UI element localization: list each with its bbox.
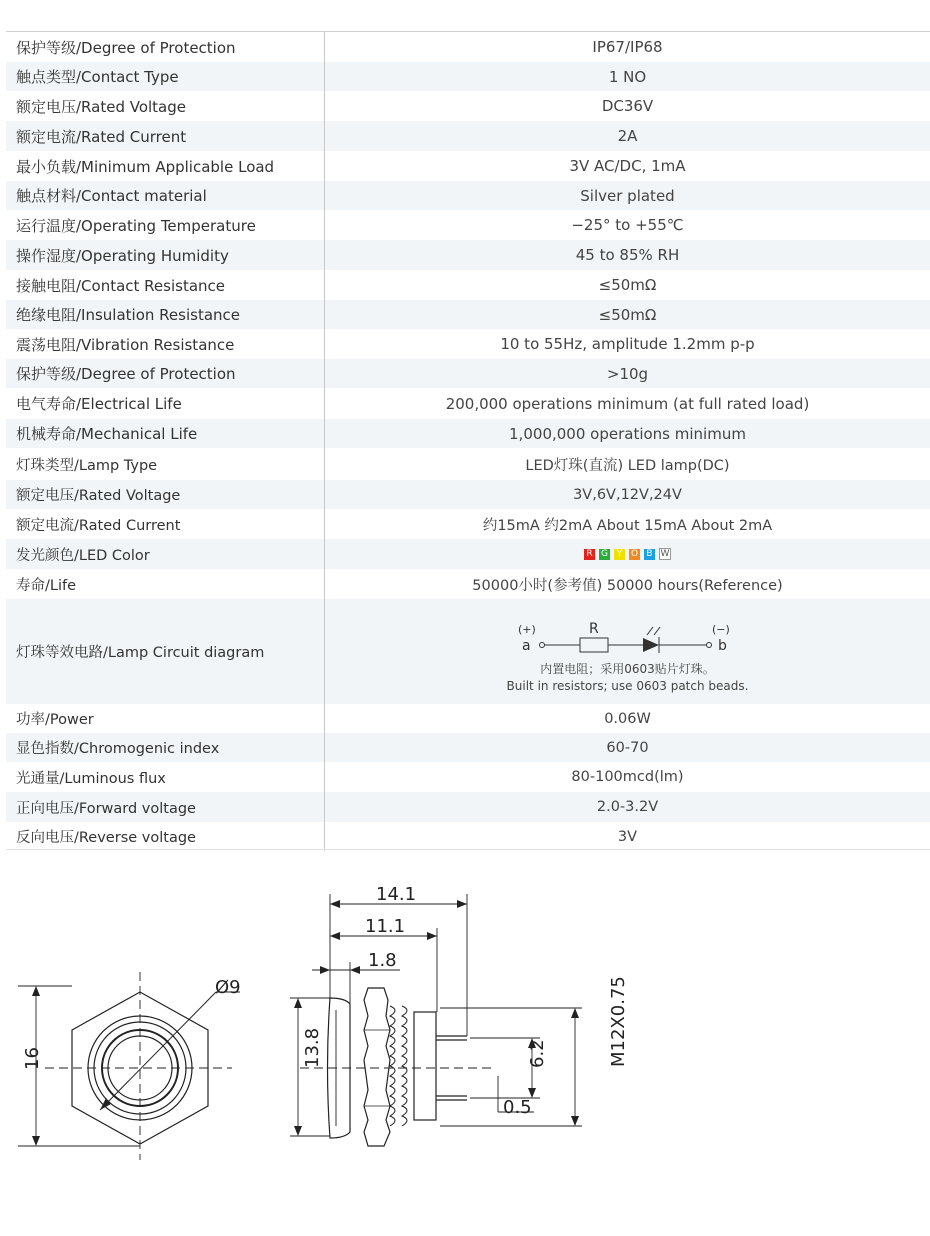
optic-value: 80-100mcd(lm) [571, 769, 684, 785]
spec-row [6, 62, 930, 91]
spec-value: 1 NO [608, 67, 647, 86]
optic-label: 功率/Power [6, 704, 325, 733]
optic-row [6, 792, 930, 822]
thread-label: M12X0.75 [608, 976, 629, 1067]
thread-icon [390, 1006, 395, 1126]
optic-label: 显色指数/Chromogenic index [6, 733, 325, 762]
table-bottom-divider [6, 849, 930, 850]
terminal-a-label: a [521, 637, 531, 654]
color-chip-b: B [644, 549, 655, 560]
led-diode-icon [643, 638, 659, 652]
lamp-value: 3V,6V,12V,24V [573, 486, 682, 503]
dim-11-1-label: 11.1 [365, 916, 406, 937]
spec-label: 电气寿命/Electrical Life [6, 388, 325, 419]
lamp-value: LED灯珠(直流) LED lamp(DC) [525, 457, 730, 474]
dim-1-8-label: 1.8 [368, 950, 397, 971]
led-color-row [6, 539, 930, 569]
spec-value: IP67/IP68 [592, 38, 663, 56]
spec-label: 绝缘电阻/Insulation Resistance [6, 300, 325, 329]
optic-value: 2.0-3.2V [596, 799, 659, 815]
minus-label: (−) [711, 622, 730, 636]
spec-label: 触点类型/Contact Type [6, 62, 325, 91]
circuit-cell [325, 609, 930, 695]
life-row [6, 569, 930, 599]
optic-value: 3V [617, 828, 638, 845]
lamp-label: 额定电流/Rated Current [6, 509, 325, 539]
spec-label: 接触电阻/Contact Resistance [6, 270, 325, 300]
spec-label: 额定电压/Rated Voltage [6, 91, 325, 121]
spec-table [6, 31, 930, 851]
optic-label: 光通量/Luminous flux [6, 762, 325, 792]
spec-row [6, 388, 930, 419]
dim-13-8-label: 13.8 [302, 1027, 323, 1068]
dim-d9-label: Ø9 [215, 977, 241, 998]
dim-16-label: 16 [22, 1047, 43, 1070]
spec-label: 机械寿命/Mechanical Life [6, 419, 325, 448]
plus-label: (+) [517, 622, 536, 636]
dim-14-1-label: 14.1 [376, 884, 417, 905]
spec-row [6, 419, 930, 448]
spec-value: 1,000,000 operations minimum [509, 424, 746, 443]
spec-value: ≤50mΩ [598, 276, 657, 294]
dim-6-2-label: 6.2 [527, 1039, 548, 1068]
spec-row [6, 121, 930, 151]
spec-row [6, 329, 930, 359]
lamp-row [6, 448, 930, 480]
spec-label: 额定电流/Rated Current [6, 121, 325, 151]
optic-row [6, 822, 930, 851]
life-label: 寿命/Life [6, 569, 325, 599]
spec-row [6, 91, 930, 121]
housing-body [414, 1012, 436, 1120]
dim-0-5-label: 0.5 [503, 1097, 532, 1118]
spec-label: 操作湿度/Operating Humidity [6, 240, 325, 270]
dim-line-d9 [100, 992, 216, 1110]
color-chip-o: O [630, 548, 639, 559]
spec-label: 最小负载/Minimum Applicable Load [6, 151, 325, 181]
led-color-label: 发光颜色/LED Color [6, 539, 325, 569]
circuit-note-en: Built in resistors; use 0603 patch beads. [506, 678, 749, 693]
optic-value: 0.06W [604, 710, 651, 727]
led-color-chips [325, 546, 930, 562]
spec-value: >10g [606, 364, 649, 383]
circuit-row [6, 599, 930, 704]
spec-value: ≤50mΩ [598, 305, 657, 324]
spec-label: 保护等级/Degree of Protection [6, 359, 325, 388]
optic-label: 反向电压/Reverse voltage [6, 822, 325, 851]
spec-row [6, 210, 930, 240]
color-chip-y: Y [614, 549, 625, 560]
color-chip-r: R [584, 549, 595, 560]
color-chip-g: G [599, 549, 610, 560]
optic-value: 60-70 [606, 739, 649, 756]
color-chip-w: W [660, 549, 670, 559]
spec-value: 2A [617, 127, 638, 145]
spec-row [6, 270, 930, 300]
terminal-a-icon [539, 642, 544, 647]
spec-row [6, 300, 930, 329]
resistor-label: R [588, 620, 599, 637]
resistor-icon [580, 638, 608, 652]
optic-label: 正向电压/Forward voltage [6, 792, 325, 822]
spec-value: 3V AC/DC, 1mA [569, 157, 686, 175]
lamp-row [6, 480, 930, 509]
life-value: 50000小时(参考值) 50000 hours(Reference) [472, 577, 783, 594]
spec-row [6, 181, 930, 210]
circuit-label: 灯珠等效电路/Lamp Circuit diagram [6, 599, 325, 704]
spec-row [6, 151, 930, 181]
terminal-b-label: b [717, 637, 727, 654]
spec-value: 200,000 operations minimum (at full rated load) [445, 394, 810, 413]
spec-label: 运行温度/Operating Temperature [6, 210, 325, 240]
light-arrow-icon [654, 627, 660, 635]
lens-ring [102, 1030, 178, 1106]
spec-row [6, 240, 930, 270]
optic-row [6, 733, 930, 762]
spec-label: 震荡电阻/Vibration Resistance [6, 329, 325, 359]
lamp-label: 灯珠类型/Lamp Type [6, 448, 325, 480]
dimension-drawing [0, 870, 930, 1170]
spec-row [6, 359, 930, 388]
optic-row [6, 762, 930, 792]
spec-row [6, 32, 930, 62]
optic-row [6, 704, 930, 733]
circuit-note-cn: 内置电阻；采用0603贴片灯珠。 [540, 661, 715, 676]
lamp-row [6, 509, 930, 539]
spec-label: 保护等级/Degree of Protection [6, 32, 325, 62]
light-arrow-icon [647, 627, 653, 635]
circuit-diagram [513, 609, 743, 661]
lamp-label: 额定电压/Rated Voltage [6, 480, 325, 509]
spec-label: 触点材料/Contact material [6, 181, 325, 210]
terminal-b-icon [706, 642, 711, 647]
spec-value: −25° to +55℃ [571, 216, 684, 234]
spec-value: DC36V [601, 97, 654, 115]
spec-value: 45 to 85% RH [575, 246, 680, 264]
hex-nut-side [364, 988, 390, 1146]
spec-value: 10 to 55Hz, amplitude 1.2mm p-p [500, 335, 755, 353]
spec-value: Silver plated [580, 186, 675, 205]
lamp-value: 约15mA 约2mA About 15mA About 2mA [482, 517, 773, 534]
